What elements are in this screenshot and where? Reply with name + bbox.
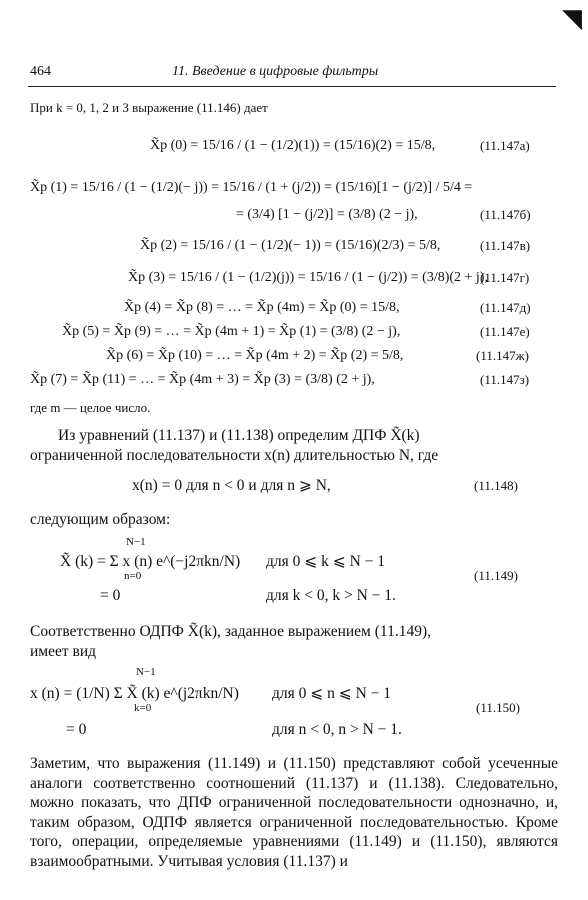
paragraph1-line2: ограниченной последовательности x(n) длительностью N, где: [30, 447, 439, 464]
sum-lower-limit-150: k=0: [134, 702, 152, 714]
page-corner-mark: ◥: [562, 4, 582, 33]
equation-number-147e: (11.147е): [480, 324, 530, 339]
sum-upper-limit-149: N−1: [126, 536, 146, 548]
equation-147z: X̃p (7) = X̃p (11) = … = X̃p (4m + 3) = X̃p (3) = (3/8) (2 + j),: [30, 372, 375, 387]
equation-150-line1: x (n) = (1/N) Σ X̃ (k) e^(j2πkn/N): [30, 685, 239, 702]
equation-149-condition2: для k < 0, k > N − 1.: [266, 587, 396, 604]
equation-147g: X̃p (3) = 15/16 / (1 − (1/2)(j)) = 15/16 / (1 − (j/2)) = (3/8)(2 + j),: [128, 270, 488, 285]
page-number: 464: [30, 64, 51, 79]
equation-number-147g: (11.147г): [480, 270, 530, 285]
intro-text: При k = 0, 1, 2 и 3 выражение (11.146) дает: [30, 100, 268, 115]
sum-upper-limit-150: N−1: [136, 666, 156, 678]
equation-number-147z: (11.147з): [480, 372, 530, 387]
equation-number-149: (11.149): [474, 568, 518, 583]
note-m-integer: где m — целое число.: [30, 400, 151, 415]
equation-number-147a: (11.147а): [480, 138, 530, 153]
equation-150-condition2: для n < 0, n > N − 1.: [272, 721, 402, 738]
equation-147e: X̃p (5) = X̃p (9) = … = X̃p (4m + 1) = X̃p (1) = (3/8) (2 − j),: [62, 324, 401, 339]
equation-149-condition1: для 0 ⩽ k ⩽ N − 1: [266, 553, 386, 570]
header-rule: [28, 86, 556, 87]
running-title: 11. Введение в цифровые фильтры: [172, 64, 379, 79]
sum-lower-limit-149: n=0: [124, 570, 142, 582]
equation-150-condition1: для 0 ⩽ n ⩽ N − 1: [272, 685, 392, 702]
following-text: следующим образом:: [30, 511, 171, 528]
equation-number-147v: (11.147в): [480, 238, 531, 253]
equation-number-147zh: (11.147ж): [476, 348, 529, 363]
paragraph1-line1: Из уравнений (11.137) и (11.138) определим ДПФ X̃(k): [58, 427, 420, 444]
paragraph2-line2: имеет вид: [30, 643, 97, 660]
equation-147b-line2: = (3/4) [1 − (j/2)] = (3/8) (2 − j),: [236, 207, 418, 222]
equation-number-150: (11.150): [476, 700, 520, 715]
equation-number-147b: (11.147б): [480, 207, 531, 222]
equation-149-line2: = 0: [100, 587, 121, 604]
equation-number-148: (11.148): [474, 478, 518, 493]
equation-148: x(n) = 0 для n < 0 и для n ⩾ N,: [132, 477, 331, 494]
equation-147zh: X̃p (6) = X̃p (10) = … = X̃p (4m + 2) = X̃p (2) = 5/8,: [106, 348, 404, 363]
equation-number-147d: (11.147д): [480, 300, 531, 315]
paragraph2-line1: Соответственно ОДПФ X̃(k), заданное выражением (11.149),: [30, 623, 431, 640]
final-paragraph: Заметим, что выражения (11.149) и (11.150) представляют собой усеченные аналоги соответственно соотношений (11.137) и (11.138). Следовательно, можно показать, что ДПФ ограниченной последовательности однозначно, и, таким образом, ОДПФ является ограниченной последовательностью. Кроме того, операции, определяемые уравнениями (11.149) и (11.150), являются взаимообратными. Учитывая условия (11.137) и: [30, 755, 558, 870]
equation-147v: X̃p (2) = 15/16 / (1 − (1/2)(− 1)) = (15/16)(2/3) = 5/8,: [140, 238, 441, 253]
equation-150-line2: = 0: [66, 721, 87, 738]
equation-147a: X̃p (0) = 15/16 / (1 − (1/2)(1)) = (15/16)(2) = 15/8,: [150, 138, 436, 153]
equation-149-line1: X̃ (k) = Σ x (n) e^(−j2πkn/N): [60, 553, 241, 570]
equation-147b-line1: X̃p (1) = 15/16 / (1 − (1/2)(− j)) = 15/16 / (1 + (j/2)) = (15/16)[1 − (j/2)] / 5/4 =: [30, 180, 473, 195]
equation-147d: X̃p (4) = X̃p (8) = … = X̃p (4m) = X̃p (0) = 15/8,: [124, 300, 400, 315]
